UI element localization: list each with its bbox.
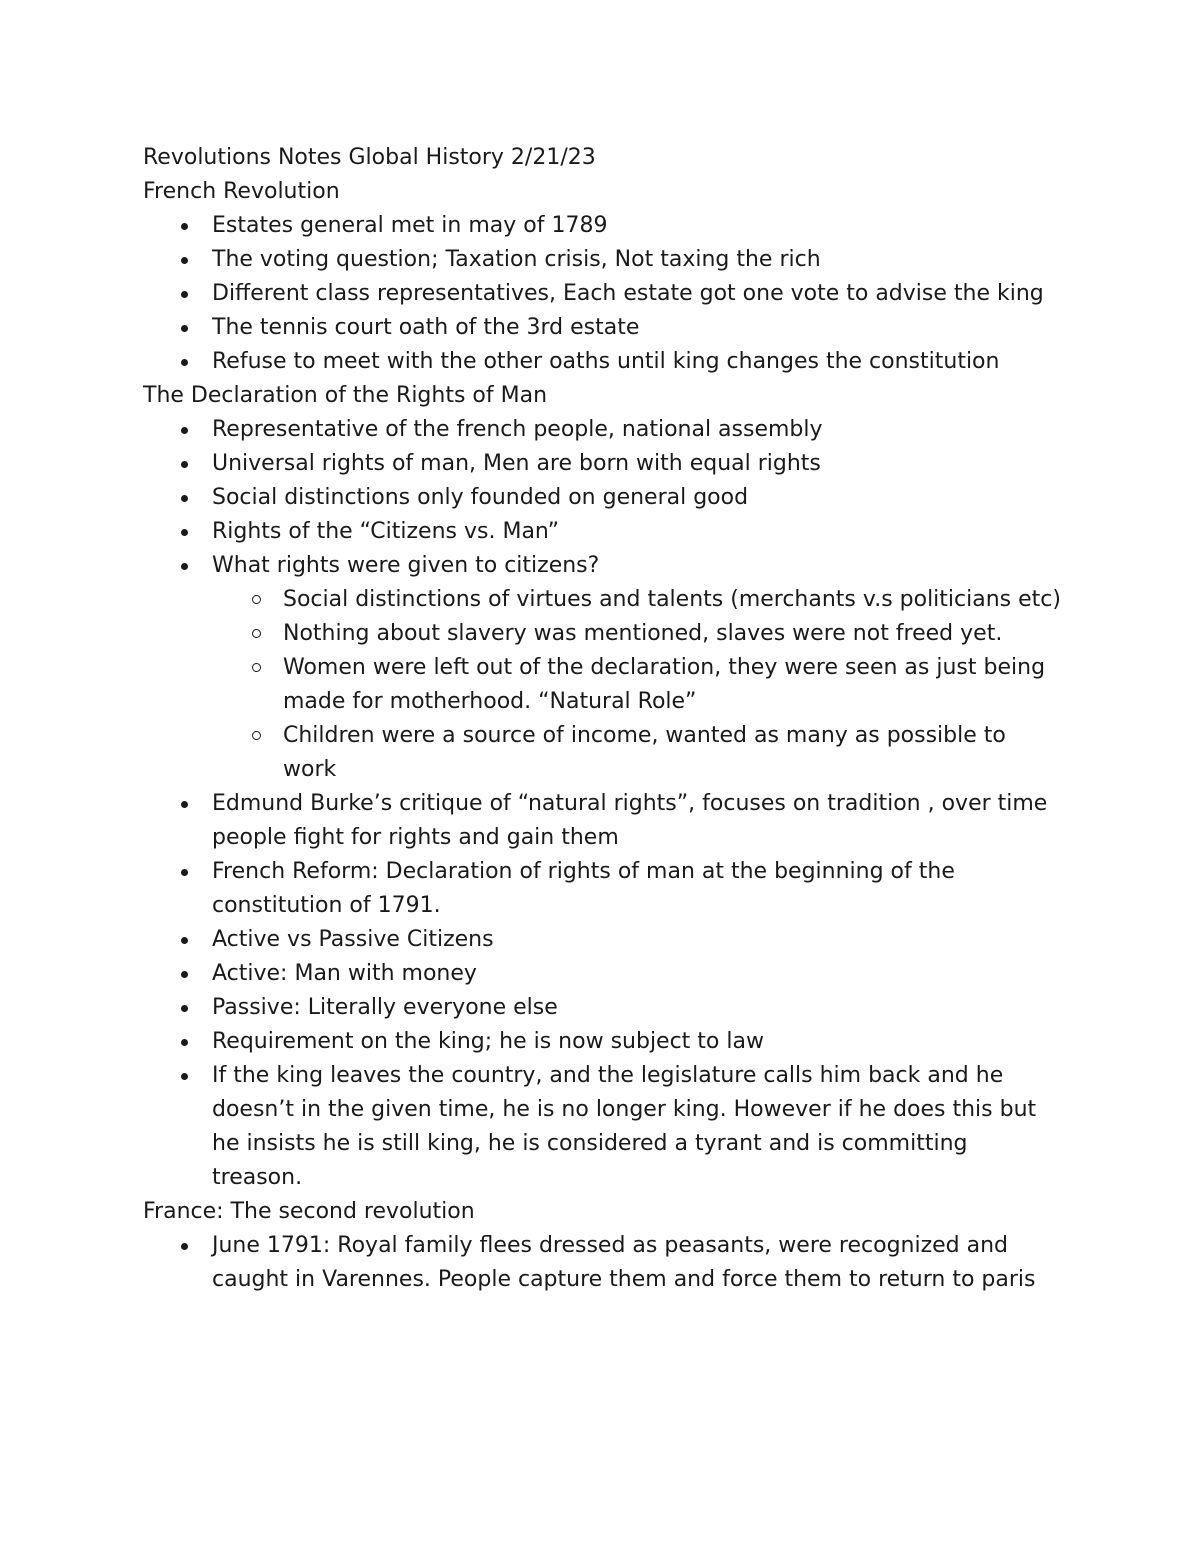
list-item: The voting question; Taxation crisis, Not taxing the rich (143, 243, 1063, 277)
list-item: June 1791: Royal family flees dressed as peasants, were recognized and caught in Varennes. People capture them and force them to return to paris (143, 1229, 1063, 1297)
section-heading: French Revolution (143, 179, 340, 204)
document-page (143, 141, 1063, 1297)
list-item-text: What rights were given to citizens? (212, 553, 600, 578)
document-title: Revolutions Notes Global History 2/21/23 (143, 145, 596, 170)
list-item: Active: Man with money (143, 957, 1063, 991)
list-item: Refuse to meet with the other oaths until king changes the constitution (143, 345, 1063, 379)
list-item: Universal rights of man, Men are born with equal rights (143, 447, 1063, 481)
sub-list-item: Women were left out of the declaration, they were seen as just being made for motherhood. “Natural Role” (212, 651, 1063, 719)
list-item: Rights of the “Citizens vs. Man” (143, 515, 1063, 549)
sub-bullet-list (212, 583, 1063, 787)
list-item: Edmund Burke’s critique of “natural rights”, focuses on tradition , over time people fight for rights and gain them (143, 787, 1063, 855)
section-heading: The Declaration of the Rights of Man (143, 383, 548, 408)
bullet-list (143, 209, 1063, 379)
list-item: Social distinctions only founded on general good (143, 481, 1063, 515)
sub-list-item: Children were a source of income, wanted as many as possible to work (212, 719, 1063, 787)
list-item: Representative of the french people, national assembly (143, 413, 1063, 447)
list-item: The tennis court oath of the 3rd estate (143, 311, 1063, 345)
list-item (143, 549, 1063, 787)
list-item: If the king leaves the country, and the legislature calls him back and he doesn’t in the given time, he is no longer king. However if he does this but he insists he is still king, he is considered a tyrant and is committing treason. (143, 1059, 1063, 1195)
bullet-list (143, 413, 1063, 1195)
section-heading: France: The second revolution (143, 1199, 475, 1224)
list-item: Requirement on the king; he is now subject to law (143, 1025, 1063, 1059)
sub-list-item: Social distinctions of virtues and talents (merchants v.s politicians etc) (212, 583, 1063, 617)
sub-list-item: Nothing about slavery was mentioned, slaves were not freed yet. (212, 617, 1063, 651)
list-item: Passive: Literally everyone else (143, 991, 1063, 1025)
list-item: Active vs Passive Citizens (143, 923, 1063, 957)
list-item: Different class representatives, Each estate got one vote to advise the king (143, 277, 1063, 311)
list-item: French Reform: Declaration of rights of man at the beginning of the constitution of 1791. (143, 855, 1063, 923)
bullet-list (143, 1229, 1063, 1297)
list-item: Estates general met in may of 1789 (143, 209, 1063, 243)
